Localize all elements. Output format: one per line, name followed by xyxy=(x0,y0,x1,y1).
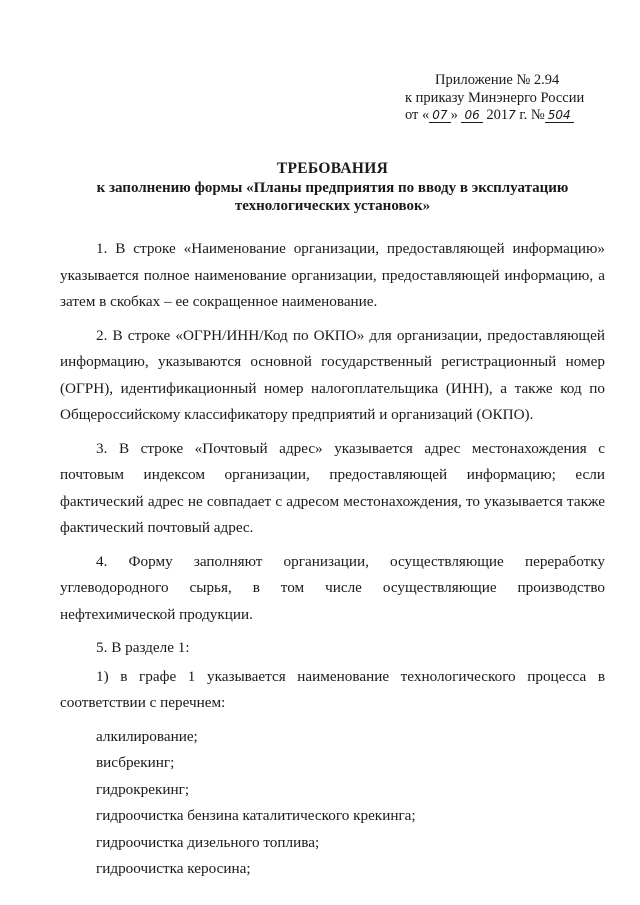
list-item: гидроочистка дизельного топлива; xyxy=(96,833,320,851)
title-subheading-line-2: технологических установок» xyxy=(234,198,431,214)
title-subheading-line-1: к заполнению формы «Планы предприятия по вводу в эксплуатацию xyxy=(96,179,569,196)
paragraph-2: 2. В строке «ОГРН/ИНН/Код по ОКПО» для организации, предоставляющей информацию, указываются основной государственный регистрационный номер (ОГРН), идентификационный номер налогоплательщика (ИНН), а также код по Общероссийскому классификатору предприятий и организаций (ОКПО). xyxy=(60,326,605,423)
date-prefix: от « xyxy=(405,107,430,123)
list-item: гидроочистка керосина; xyxy=(96,860,251,877)
document-title xyxy=(60,160,605,216)
handwritten-order-number: 504 xyxy=(545,108,574,123)
paragraph-3: 3. В строке «Почтовый адрес» указывается адрес местонахождения с почтовым индексом организации, предоставляющей информацию; если фактический адрес не совпадает с адресом местонахождения, то указывается также фактический почтовый адрес. xyxy=(60,439,605,536)
date-quote-close: » xyxy=(450,107,458,123)
title-heading: ТРЕБОВАНИЯ xyxy=(276,160,389,177)
paragraph-4: 4. Форму заполняют организации, осуществляющие переработку углеводородного сырья, в том числе осуществляющие производство нефтехимической продукции. xyxy=(60,552,605,623)
paragraph-6: 1) в графе 1 указывается наименование технологического процесса в соответствии с перечнем: xyxy=(60,667,605,711)
list-item: алкилирование; xyxy=(96,727,198,745)
document-body xyxy=(60,236,605,883)
list-item: гидрокрекинг; xyxy=(96,780,190,798)
year-prefix: 201 xyxy=(486,107,509,123)
handwritten-day: 07 xyxy=(429,108,450,123)
appendix-title: Приложение № 2.94 xyxy=(435,72,560,88)
year-suffix: г. № xyxy=(515,107,545,123)
handwritten-year-digit: 7 xyxy=(508,108,516,122)
handwritten-month: 06 xyxy=(461,108,482,123)
appendix-header xyxy=(405,72,605,125)
paragraph-1: 1. В строке «Наименование организации, предоставляющей информацию» указывается полное наименование организации, предоставляющей информацию, а затем в скобках – ее сокращенное наименование. xyxy=(60,240,605,310)
appendix-date-line xyxy=(405,107,605,125)
list-item: висбрекинг; xyxy=(96,754,175,771)
paragraph-5: 5. В разделе 1: xyxy=(96,639,190,656)
appendix-order-ref: к приказу Минэнерго России xyxy=(405,89,585,106)
list-item: гидроочистка бензина каталитического крекинга; xyxy=(96,807,416,824)
